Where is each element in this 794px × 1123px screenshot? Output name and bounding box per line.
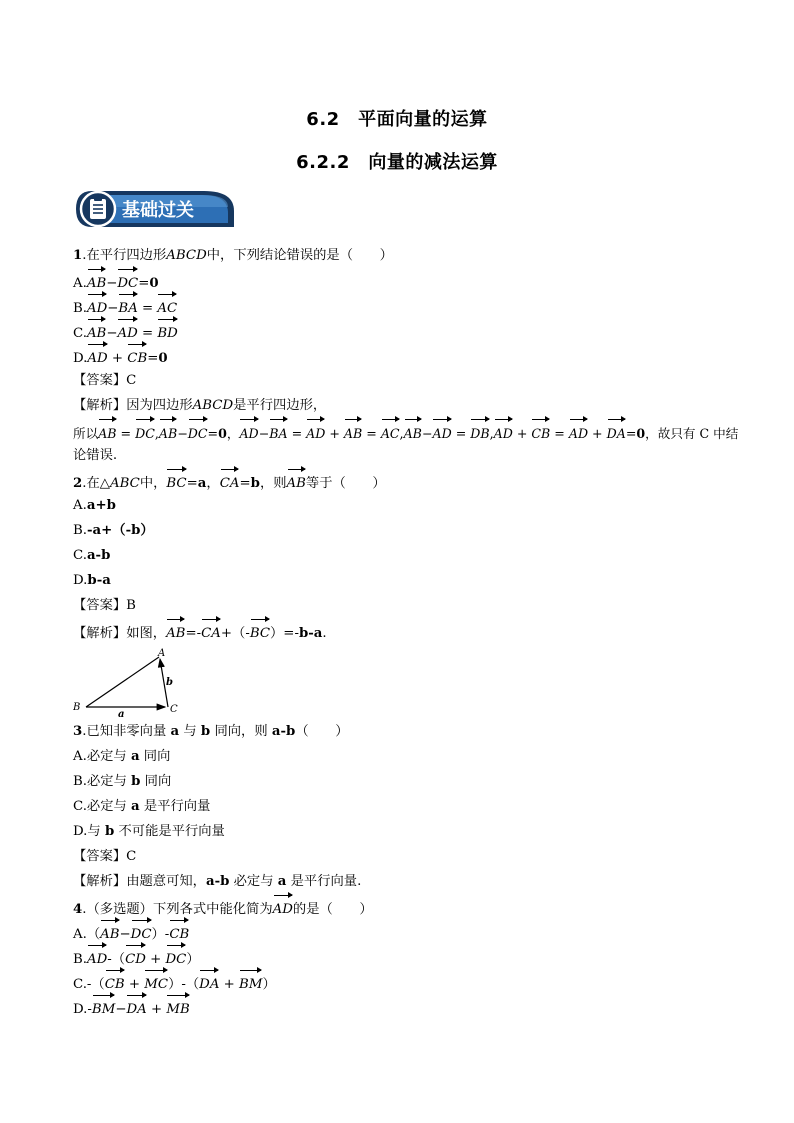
question-1-option-b: B.AD−BA = AC: [73, 293, 723, 318]
question-1-analysis: 【解析】因为四边形ABCD是平行四边形，: [73, 398, 327, 413]
checklist-icon: [81, 192, 115, 226]
question-3-option-c: C.必定与 a 是平行向量: [73, 799, 211, 814]
question-2-stem: 2.在△ABC中，BC=a，CA=b，则AB等于（ ）: [73, 468, 723, 493]
question-1-option-a: A.AB−DC=0: [73, 268, 723, 293]
question-2-option-c: C.a-b: [73, 548, 111, 563]
section-title: 6.2 平面向量的运算: [306, 109, 488, 130]
question-3-stem: 3.已知非零向量 a 与 b 同向，则 a-b（ ）: [73, 724, 349, 739]
question-4-option-a: A.（AB−DC）-CB: [73, 919, 723, 944]
question-1-analysis-line-3: 论错误.: [73, 448, 118, 463]
side-b-label: b: [166, 677, 173, 688]
question-3-answer: 【答案】C: [73, 849, 137, 864]
vertex-b-label: B: [73, 702, 81, 713]
question-4-option-d: D.-BM−DA + MB: [73, 994, 723, 1019]
side-a-label: a: [118, 709, 125, 717]
vertex-c-label: C: [170, 704, 178, 715]
question-1-answer: 【答案】C: [73, 373, 137, 388]
question-2-option-b: B.-a+（-b）: [73, 523, 154, 538]
question-2-answer: 【答案】B: [73, 598, 136, 613]
exercise-content: [73, 243, 739, 1019]
section-badge: [74, 187, 236, 231]
question-3-option-d: D.与 b 不可能是平行向量: [73, 824, 225, 839]
question-4-option-b: B.AD-（CD + DC）: [73, 944, 723, 969]
subsection-title: 6.2.2 向量的减法运算: [296, 152, 498, 173]
vertex-a-label: A: [158, 648, 166, 659]
question-4-option-c: C.-（CB + MC）-（DA + BM）: [73, 969, 723, 994]
question-2-analysis: 【解析】如图，AB=-CA+（-BC）=-b-a.: [73, 618, 723, 643]
question-3-option-b: B.必定与 b 同向: [73, 774, 172, 789]
question-1-analysis-line-2: 所以AB = DC,AB−DC=0，AD−BA = AD + AB = AC,AB−AD = DB,AD + CB = AD + DA=0，故只有 C 中结: [73, 418, 723, 443]
question-3-option-a: A.必定与 a 同向: [73, 749, 171, 764]
triangle-figure: [73, 647, 193, 717]
question-4-stem: 4.（多选题）下列各式中能化简为AD的是（ ）: [73, 894, 723, 919]
question-1-option-c: C.AB−AD = BD: [73, 318, 723, 343]
badge-label: 基础过关: [122, 200, 194, 221]
question-3-analysis: 【解析】由题意可知，a-b 必定与 a 是平行向量.: [73, 874, 362, 889]
question-1-stem: 1.在平行四边形ABCD中，下列结论错误的是（ ）: [73, 248, 393, 263]
question-2-option-d: D.b-a: [73, 573, 111, 588]
question-2-option-a: A.a+b: [73, 498, 116, 513]
question-1-option-d: D.AD + CB=0: [73, 343, 723, 368]
